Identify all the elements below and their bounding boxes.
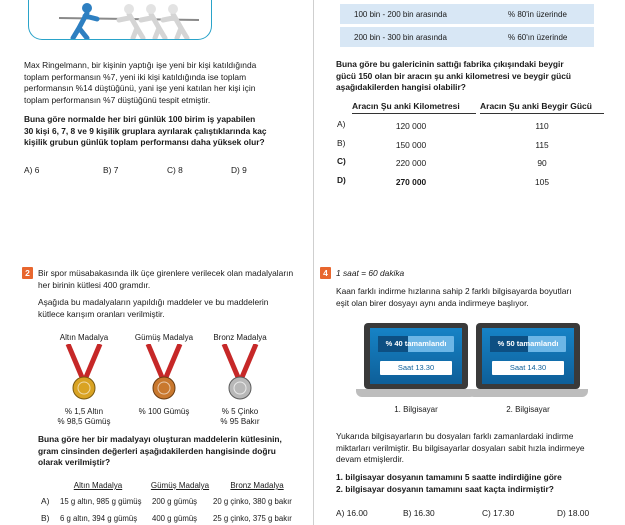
bronze-column-header: Bronz Madalya [230, 481, 284, 490]
hp-cell: 105 [535, 177, 549, 187]
gold-column-header: Altın Madalya [73, 481, 123, 490]
value-cell: % 60'ın üzerinde [508, 33, 568, 42]
option-b[interactable]: B) 16.30 [403, 508, 435, 518]
screen [482, 328, 574, 384]
option-c[interactable]: C) 17.30 [482, 508, 515, 518]
progress-bar [378, 336, 454, 352]
download-intro: Kaan farklı indirme hızlarına sahip 2 farklı bilgisayarda boyutları eşit olan birer dosyayı aynı anda indirmeye başlıyor. [336, 286, 572, 308]
option-c[interactable]: C) [337, 156, 346, 166]
performance-question: Buna göre normalde her biri günlük 100 birim iş yapabilen 30 kişi 6, 7, 8 ve 9 kişilik gruplara ayrılarak çalıştıklarında kaç kişilik grubun günlük toplam performansı daha yüksek olur? [24, 114, 267, 148]
computer-caption: 2. Bilgisayar [506, 405, 550, 414]
gold-medal-label: Altın Madalya [59, 333, 109, 342]
hp-column-header: Aracın Şu anki Beygir Gücü [480, 101, 592, 111]
silver-cell: 200 g gümüş [152, 497, 198, 506]
gold-composition: % 1,5 Altın % 98,5 Gümüş [57, 407, 111, 426]
value-cell: % 80'in üzerinde [508, 10, 567, 19]
ringelmann-paragraph: Max Ringelmann, bir kişinin yaptığı işe yeni bir kişi katıldığında toplam performansın %7, yeni iki kişi katıldığında ise toplam performansın %14 düştüğünü, yani işe yeni katılan her kişi için toplam performansın %7 düştüğünü tespit etmiştir. [24, 60, 257, 105]
time-label: Saat 13.30 [380, 361, 452, 375]
gold-cell: 15 g altın, 985 g gümüş [60, 497, 142, 506]
option-a[interactable]: A) 16.00 [336, 508, 368, 518]
laptop-base [468, 389, 588, 397]
km-cell: 150 000 [395, 140, 427, 150]
medal-intro: Bir spor müsabakasında ilk üçe girenlere verilecek olan madalyaların her birinin kütlesi 400 gramdır. [38, 268, 294, 290]
silver-composition: % 100 Gümüş [138, 407, 190, 416]
option-a[interactable]: A) [337, 119, 346, 129]
monitor [476, 323, 580, 389]
hp-cell: 90 [537, 158, 547, 168]
progress-label: % 50 tamamlandı [497, 339, 559, 348]
computer-caption: 1. Bilgisayar [394, 405, 438, 414]
bronze-medal-icon [220, 344, 260, 407]
option-c[interactable]: C) 8 [167, 165, 183, 175]
screen [370, 328, 462, 384]
range-cell: 100 bin - 200 bin arasında [354, 10, 447, 19]
download-question: 1. bilgisayar dosyanın tamamını 5 saatte indirdiğine göre 2. bilgisayar dosyanın tamamını saat kaçta indirmiştir? [336, 472, 562, 494]
option-d[interactable]: D) 9 [231, 165, 247, 175]
bronze-composition: % 5 Çinko % 95 Bakır [220, 407, 260, 426]
option-d[interactable]: D) 18.00 [557, 508, 590, 518]
table-row [340, 27, 594, 47]
tug-of-war-illustration [28, 0, 212, 40]
progress-label: % 40 tamamlandı [385, 339, 447, 348]
gold-medal-icon [64, 344, 104, 407]
bronze-cell: 25 g çinko, 375 g bakır [213, 514, 292, 523]
question-number: 2 [22, 267, 33, 279]
option-a[interactable]: A) [41, 496, 50, 506]
silver-medal-icon [144, 344, 184, 407]
table-row [340, 4, 594, 24]
hp-cell: 110 [535, 121, 549, 131]
car-question: Buna göre bu galericinin sattığı fabrika çıkışındaki beygir gücü 150 olan bir aracın şu anki kilometresi ve beygir gücü aşağıdakilerden hangisi olabilir? [336, 59, 572, 93]
download-body: Yukarıda bilgisayarların bu dosyaları farklı zamanlardaki indirme miktarları verilmiştir. Bu bilgisayarlar dosyaları sabit hızla indirmeye devam etmişlerdir. [336, 431, 585, 465]
km-column-header: Aracın Şu anki Kilometresi [352, 101, 460, 111]
header-underline [352, 113, 476, 114]
option-b[interactable]: B) [41, 513, 50, 523]
km-cell: 220 000 [395, 158, 427, 168]
km-cell: 120 000 [395, 121, 427, 131]
km-cell: 270 000 [395, 177, 427, 187]
range-cell: 200 bin - 300 bin arasında [354, 33, 447, 42]
laptop-base [356, 389, 476, 397]
gold-cell: 6 g altın, 394 g gümüş [60, 514, 138, 523]
column-divider [313, 0, 314, 525]
option-a[interactable]: A) 6 [24, 165, 40, 175]
option-b[interactable]: B) [337, 138, 346, 148]
bronze-cell: 20 g çinko, 380 g bakır [213, 497, 292, 506]
silver-medal-label: Gümüş Madalya [134, 333, 194, 342]
medal-intro-2: Aşağıda bu madalyaların yapıldığı maddeler ve bu maddelerin kütlece karışım oranları verilmiştir. [38, 297, 269, 319]
option-d[interactable]: D) [337, 175, 346, 185]
silver-column-header: Gümüş Madalya [150, 481, 210, 490]
bronze-medal-label: Bronz Madalya [213, 333, 267, 342]
hp-cell: 115 [535, 140, 549, 150]
question-number: 4 [320, 267, 331, 279]
progress-bar [490, 336, 566, 352]
monitor [364, 323, 468, 389]
time-label: Saat 14.30 [492, 361, 564, 375]
silver-cell: 400 g gümüş [152, 514, 198, 523]
time-note: 1 saat = 60 dakika [336, 268, 405, 278]
option-b[interactable]: B) 7 [103, 165, 119, 175]
header-underline [480, 113, 604, 114]
medal-question: Buna göre her bir madalyayı oluşturan maddelerin kütlesinin, gram cinsinden değerleri aşağıdakilerden hangisinde doğru olarak verilmiştir? [38, 434, 282, 468]
